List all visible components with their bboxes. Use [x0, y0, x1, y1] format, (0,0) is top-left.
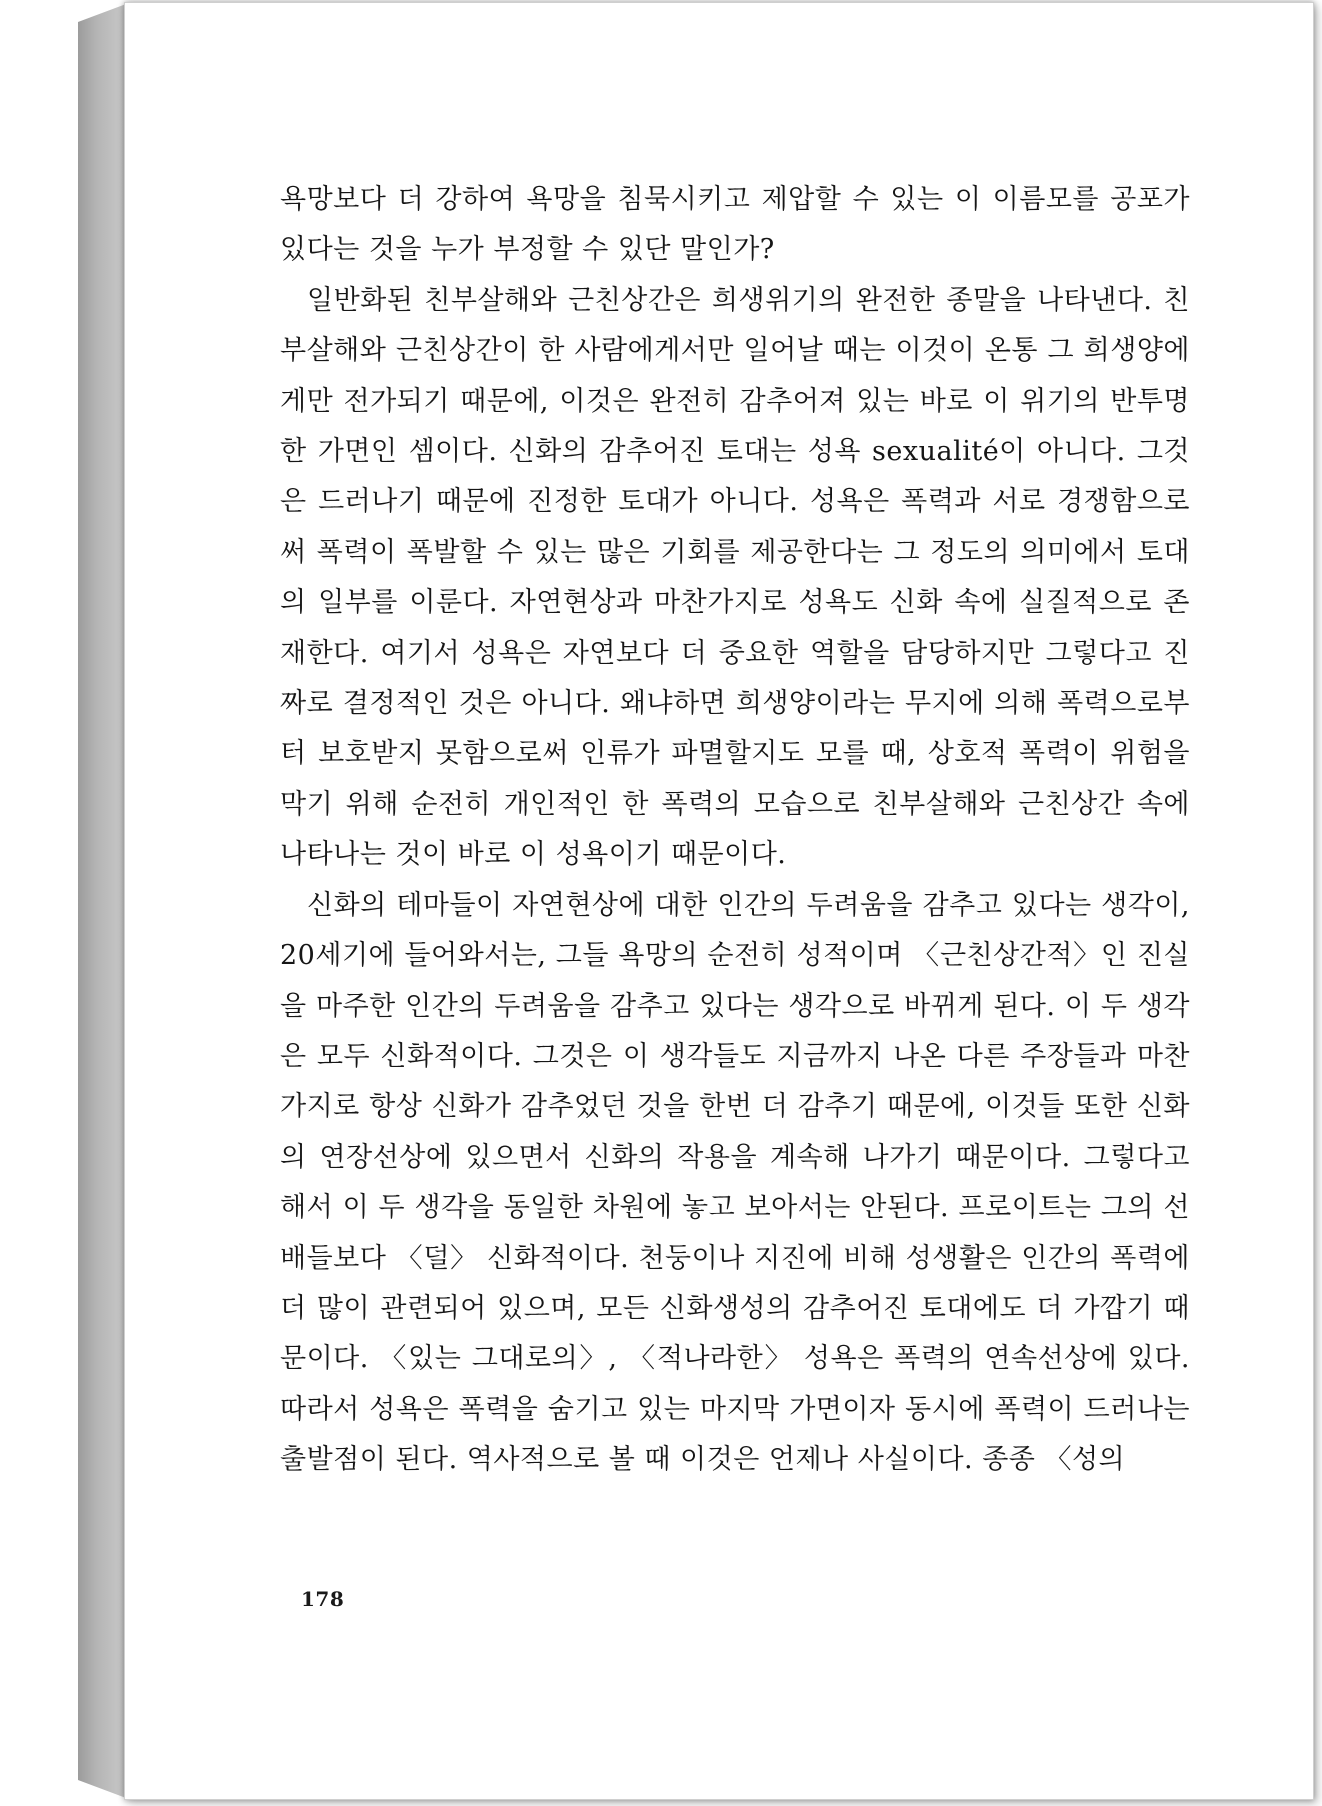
body-text: [280, 175, 1190, 1486]
paragraph: 신화의 테마들이 자연현상에 대한 인간의 두려움을 감추고 있다는 생각이, 20세기에 들어와서는, 그들 욕망의 순전히 성적이며 〈근친상간적〉인 진실을 마주한 인간의 두려움을 감추고 있다는 생각으로 바뀌게 된다. 이 두 생각은 모두 신화적이다. 그것은 이 생각들도 지금까지 나온 다른 주장들과 마찬가지로 항상 신화가 감추었던 것을 한번 더 감추기 때문에, 이것들 또한 신화의 연장선상에 있으면서 신화의 작용을 계속해 나가기 때문이다. 그렇다고 해서 이 두 생각을 동일한 차원에 놓고 보아서는 안된다. 프로이트는 그의 선배들보다 〈덜〉 신화적이다. 천둥이나 지진에 비해 성생활은 인간의 폭력에 더 많이 관련되어 있으며, 모든 신화생성의 감추어진 토대에도 더 가깝기 때문이다. 〈있는 그대로의〉, 〈적나라한〉 성욕은 폭력의 연속선상에 있다. 따라서 성욕은 폭력을 숨기고 있는 마지막 가면이자 동시에 폭력이 드러나는 출발점이 된다. 역사적으로 볼 때 이것은 언제나 사실이다. 종종 〈성의: [280, 889, 1190, 1476]
book-spine: [78, 4, 126, 1798]
paragraph: 일반화된 친부살해와 근친상간은 희생위기의 완전한 종말을 나타낸다. 친부살해와 근친상간이 한 사람에게서만 일어날 때는 이것이 온통 그 희생양에게만 전가되기 때문에, 이것은 완전히 감추어져 있는 바로 이 위기의 반투명한 가면인 셈이다. 신화의 감추어진 토대는 성욕 sexualité이 아니다. 그것은 드러나기 때문에 진정한 토대가 아니다. 성욕은 폭력과 서로 경쟁함으로써 폭력이 폭발할 수 있는 많은 기회를 제공한다는 그 정도의 의미에서 토대의 일부를 이룬다. 자연현상과 마찬가지로 성욕도 신화 속에 실질적으로 존재한다. 여기서 성욕은 자연보다 더 중요한 역할을 담당하지만 그렇다고 진짜로 결정적인 것은 아니다. 왜냐하면 희생양이라는 무지에 의해 폭력으로부터 보호받지 못함으로써 인류가 파멸할지도 모를 때, 상호적 폭력이 위험을 막기 위해 순전히 개인적인 한 폭력의 모습으로 친부살해와 근친상간 속에 나타나는 것이 바로 이 성욕이기 때문이다.: [280, 284, 1190, 871]
book-page: [124, 2, 1314, 1800]
paragraph: 욕망보다 더 강하여 욕망을 침묵시키고 제압할 수 있는 이 이름모를 공포가 있다는 것을 누가 부정할 수 있단 말인가?: [280, 184, 1190, 266]
page-number: 178: [301, 1587, 345, 1611]
